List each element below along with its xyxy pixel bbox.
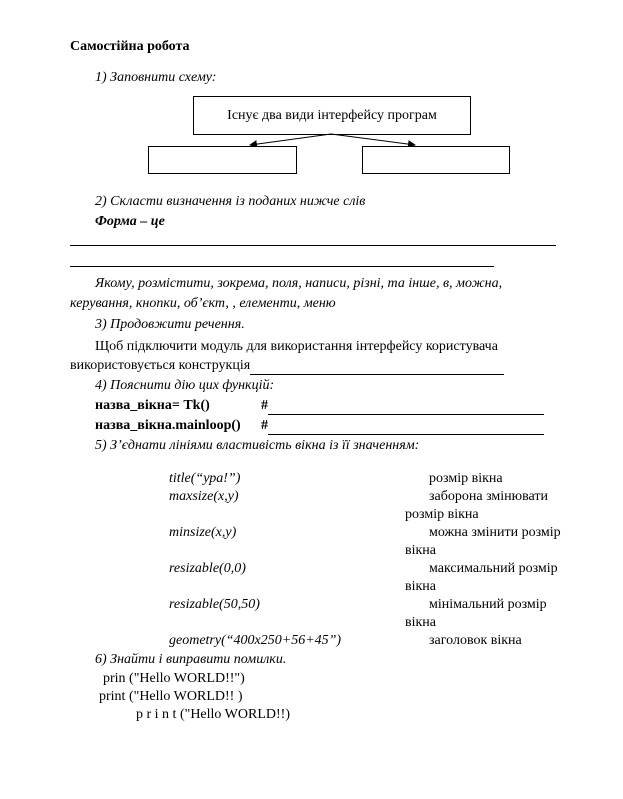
task3-sentence-line1: Щоб підключити модуль для використання інтерфейсу користувача [95,339,498,354]
task2-words-line1: Якому, розмістити, зокрема, поля, написи, різні, та інше, в, можна, [95,276,503,291]
answer-line-2[interactable] [70,266,494,267]
task2-words-line2: керування, кнопки, об’єкт, , елементи, меню [70,296,336,311]
meaning-5-cont: вікна [405,615,437,630]
page-title: Самостійна робота [70,39,190,54]
task2-heading: 2) Скласти визначення із поданих нижче слів [95,194,366,209]
meaning-6[interactable]: заголовок вікна [429,633,522,648]
task4-heading: 4) Пояснити дію цих функцій: [95,378,275,393]
meaning-2-cont: розмір вікна [405,507,479,522]
schema-right-box[interactable] [362,146,510,174]
property-resizable-50-50[interactable]: resizable(50,50) [169,597,260,612]
task4-answer-line-2[interactable] [268,417,544,435]
task4-func1-comment: # [261,397,544,415]
property-title[interactable]: title(“ура!”) [169,471,241,486]
property-minsize[interactable]: minsize(x,y) [169,525,237,540]
schema-top-box-text: Існує два види інтерфейсу програм [227,107,437,123]
answer-line-1[interactable] [70,245,556,246]
task5-heading: 5) З’єднати лініями властивість вікна із її значенням: [95,438,420,453]
task3-sentence-line2: використовується конструкція [70,357,504,375]
property-resizable-0-0[interactable]: resizable(0,0) [169,561,246,576]
meaning-2[interactable]: заборона змінювати [429,489,548,504]
code-line-1: prin ("Hello WORLD!!") [103,671,245,686]
task3-heading: 3) Продовжити речення. [95,317,245,332]
meaning-3-cont: вікна [405,543,437,558]
code-line-2: print ("Hello WORLD!! ) [99,689,243,704]
task2-term: Форма – це [95,214,165,229]
meaning-5[interactable]: мінімальний розмір [429,597,547,612]
task1-heading: 1) Заповнити схему: [95,70,217,85]
schema-left-box[interactable] [148,146,297,174]
meaning-4-cont: вікна [405,579,437,594]
meaning-3[interactable]: можна змінити розмір [429,525,561,540]
property-geometry[interactable]: geometry(“400x250+56+45”) [169,633,342,648]
task3-answer-line[interactable] [250,357,504,375]
meaning-4[interactable]: максимальний розмір [429,561,558,576]
task6-heading: 6) Знайти і виправити помилки. [95,652,287,667]
code-line-3: p r i n t ("Hello WORLD!!) [136,707,290,722]
task4-func2: назва_вікна.mainloop() [95,418,241,433]
property-maxsize[interactable]: maxsize(x,y) [169,489,239,504]
meaning-1[interactable]: розмір вікна [429,471,503,486]
task4-answer-line-1[interactable] [268,397,544,415]
task4-func2-comment: # [261,417,544,435]
task4-func1: назва_вікна= Tk() [95,398,210,413]
